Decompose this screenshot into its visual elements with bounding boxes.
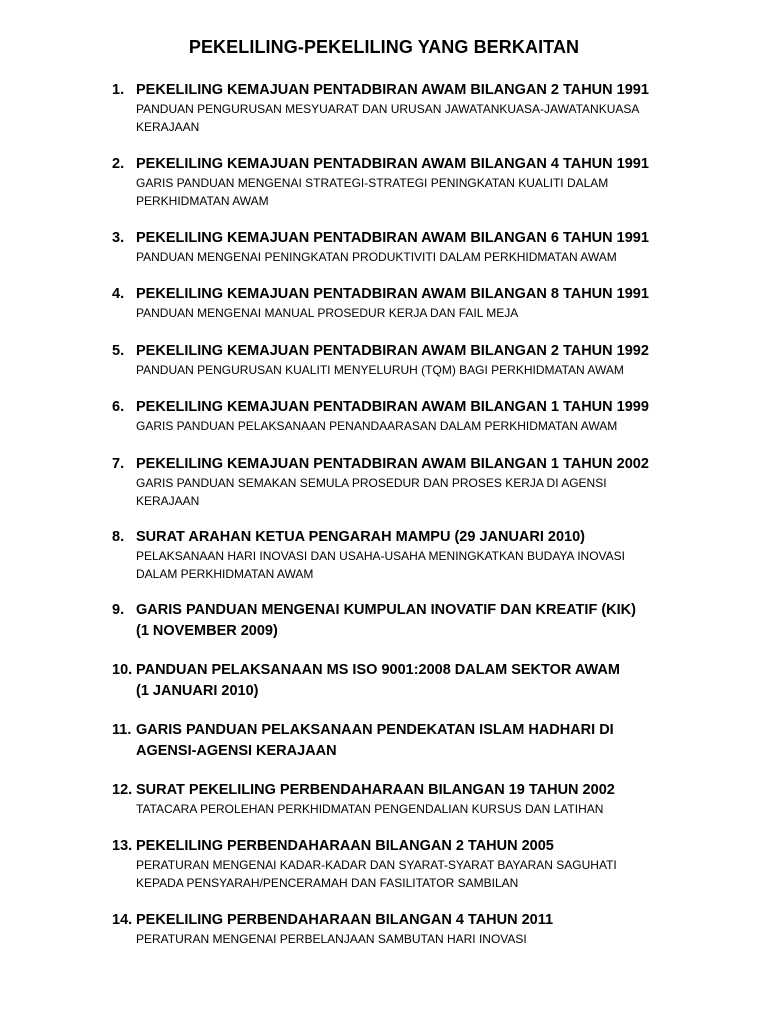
item-number: 2. <box>112 156 125 172</box>
item-number: 3. <box>112 230 125 246</box>
item-heading: PEKELILING KEMAJUAN PENTADBIRAN AWAM BILANGAN 8 TAHUN 1991 <box>136 286 649 302</box>
list-item <box>112 454 692 510</box>
item-heading: GARIS PANDUAN PELAKSANAAN PENDEKATAN ISLAM HADHARI DI AGENSI-AGENSI KERAJAAN <box>136 722 614 759</box>
list-item <box>112 284 692 323</box>
item-description: PELAKSANAAN HARI INOVASI DAN USAHA-USAHA MENINGKATKAN BUDAYA INOVASI DALAM PERKHIDMATAN AWAM <box>136 549 626 581</box>
item-description: TATACARA PEROLEHAN PERKHIDMATAN PENGENDALIAN KURSUS DAN LATIHAN <box>136 802 604 816</box>
item-number: 5. <box>112 343 125 359</box>
list-item <box>112 660 692 702</box>
item-heading: PEKELILING PERBENDAHARAAN BILANGAN 4 TAHUN 2011 <box>136 912 554 928</box>
list-item <box>112 228 692 267</box>
item-heading: PEKELILING KEMAJUAN PENTADBIRAN AWAM BILANGAN 6 TAHUN 1991 <box>136 230 649 246</box>
item-heading: SURAT ARAHAN KETUA PENGARAH MAMPU (29 JANUARI 2010) <box>136 529 586 545</box>
item-description: GARIS PANDUAN SEMAKAN SEMULA PROSEDUR DAN PROSES KERJA DI AGENSI KERAJAAN <box>136 476 607 508</box>
item-number: 8. <box>112 529 125 545</box>
item-heading: SURAT PEKELILING PERBENDAHARAAN BILANGAN 19 TAHUN 2002 <box>136 782 615 798</box>
item-heading: GARIS PANDUAN MENGENAI KUMPULAN INOVATIF DAN KREATIF (KIK) (1 NOVEMBER 2009) <box>136 602 636 639</box>
item-heading: PEKELILING KEMAJUAN PENTADBIRAN AWAM BILANGAN 4 TAHUN 1991 <box>136 156 649 172</box>
item-description: PANDUAN MENGENAI MANUAL PROSEDUR KERJA DAN FAIL MEJA <box>136 306 519 320</box>
item-number: 13. <box>112 838 133 854</box>
list-item <box>112 836 692 892</box>
item-number: 12. <box>112 782 133 798</box>
list-item <box>112 527 692 583</box>
list-item <box>112 600 692 642</box>
item-description: PANDUAN MENGENAI PENINGKATAN PRODUKTIVITI DALAM PERKHIDMATAN AWAM <box>136 250 617 264</box>
item-description: PANDUAN PENGURUSAN KUALITI MENYELURUH (TQM) BAGI PERKHIDMATAN AWAM <box>136 363 624 377</box>
item-description: PERATURAN MENGENAI KADAR-KADAR DAN SYARAT-SYARAT BAYARAN SAGUHATI KEPADA PENSYARAH/PENCERAMAH DAN FASILITATOR SAMBILAN <box>136 858 617 890</box>
item-description: PANDUAN PENGURUSAN MESYUARAT DAN URUSAN JAWATANKUASA-JAWATANKUASA KERAJAAN <box>136 102 640 134</box>
item-heading: PEKELILING KEMAJUAN PENTADBIRAN AWAM BILANGAN 2 TAHUN 1991 <box>136 82 649 98</box>
item-heading: PEKELILING KEMAJUAN PENTADBIRAN AWAM BILANGAN 1 TAHUN 2002 <box>136 456 649 472</box>
list-item <box>112 397 692 436</box>
item-description: GARIS PANDUAN MENGENAI STRATEGI-STRATEGI PENINGKATAN KUALITI DALAM PERKHIDMATAN AWAM <box>136 176 609 208</box>
list-item <box>112 341 692 380</box>
item-heading: PEKELILING PERBENDAHARAAN BILANGAN 2 TAHUN 2005 <box>136 838 554 854</box>
item-heading: PANDUAN PELAKSANAAN MS ISO 9001:2008 DALAM SEKTOR AWAM (1 JANUARI 2010) <box>136 662 620 699</box>
item-number: 7. <box>112 456 125 472</box>
item-number: 9. <box>112 602 125 618</box>
list-item <box>112 720 692 762</box>
item-number: 10. <box>112 662 133 678</box>
list-item <box>112 910 692 949</box>
item-description: PERATURAN MENGENAI PERBELANJAAN SAMBUTAN HARI INOVASI <box>136 932 527 946</box>
item-number: 6. <box>112 399 125 415</box>
page-title: PEKELILING-PEKELILING YANG BERKAITAN <box>188 37 580 57</box>
item-number: 14. <box>112 912 133 928</box>
item-heading: PEKELILING KEMAJUAN PENTADBIRAN AWAM BILANGAN 1 TAHUN 1999 <box>136 399 649 415</box>
item-number: 1. <box>112 82 125 98</box>
list-item <box>112 154 692 210</box>
item-heading: PEKELILING KEMAJUAN PENTADBIRAN AWAM BILANGAN 2 TAHUN 1992 <box>136 343 649 359</box>
item-number: 4. <box>112 286 125 302</box>
list-item <box>112 780 692 819</box>
list-item <box>112 80 692 136</box>
item-description: GARIS PANDUAN PELAKSANAAN PENANDAARASAN DALAM PERKHIDMATAN AWAM <box>136 419 618 433</box>
item-number: 11. <box>112 722 132 738</box>
